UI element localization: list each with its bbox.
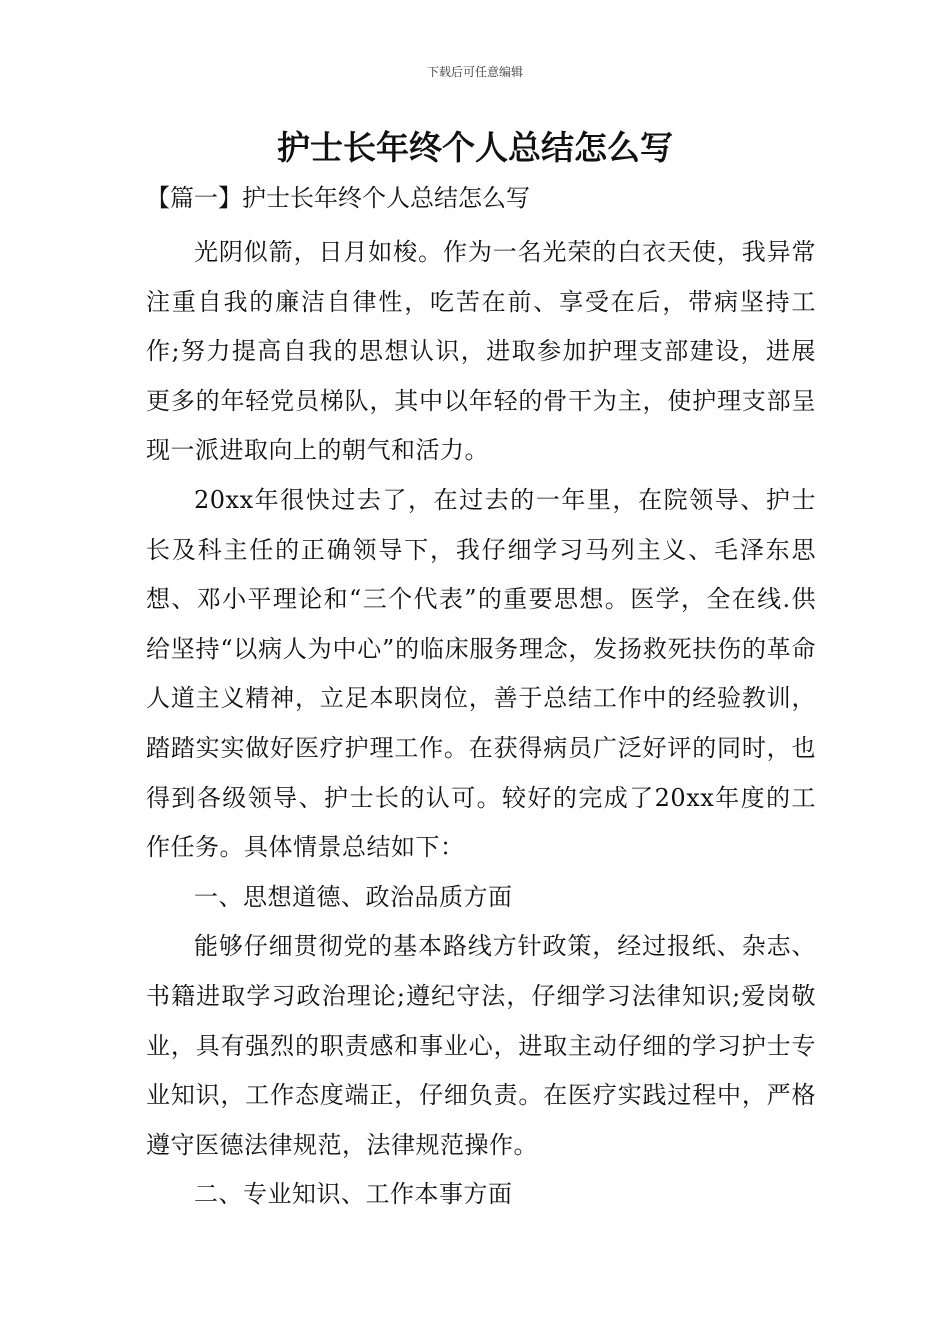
document-title: 护士长年终个人总结怎么写 [277, 128, 673, 167]
document-body [146, 228, 816, 1220]
paragraph-year-summary: 20xx年很快过去了，在过去的一年里，在院领导、护士长及科主任的正确领导下，我仔细学习马列主义、毛泽东思想、邓小平理论和“三个代表”的重要思想。医学，全在线.供给坚持“以病人为中心”的临床服务理念，发扬救死扶伤的革命人道主义精神，立足本职岗位，善于总结工作中的经验教训，踏踏实实做好医疗护理工作。在获得病员广泛好评的同时，也得到各级领导、护士长的认可。较好的完成了20xx年度的工作任务。具体情景总结如下： [146, 485, 816, 862]
subheading-ideology: 一、思想道德、政治品质方面 [194, 882, 513, 911]
paragraph-intro: 光阴似箭，日月如梭。作为一名光荣的白衣天使，我异常注重自我的廉洁自律性，吃苦在前、享受在后，带病坚持工作;努力提高自我的思想认识，进取参加护理支部建设，进展更多的年轻党员梯队，其中以年轻的骨干为主，使护理支部呈现一派进取向上的朝气和活力。 [146, 238, 816, 465]
paragraph-ideology: 能够仔细贯彻党的基本路线方针政策，经过报纸、杂志、书籍进取学习政治理论;遵纪守法，仔细学习法律知识;爱岗敬业，具有强烈的职责感和事业心，进取主动仔细的学习护士专业知识，工作态度端正，仔细负责。在医疗实践过程中，严格遵守医德法律规范，法律规范操作。 [146, 932, 816, 1159]
section-heading: 【篇一】护士长年终个人总结怎么写 [146, 184, 530, 212]
page-header-note: 下载后可任意编辑 [426, 65, 523, 79]
subheading-professional: 二、专业知识、工作本事方面 [194, 1180, 513, 1209]
